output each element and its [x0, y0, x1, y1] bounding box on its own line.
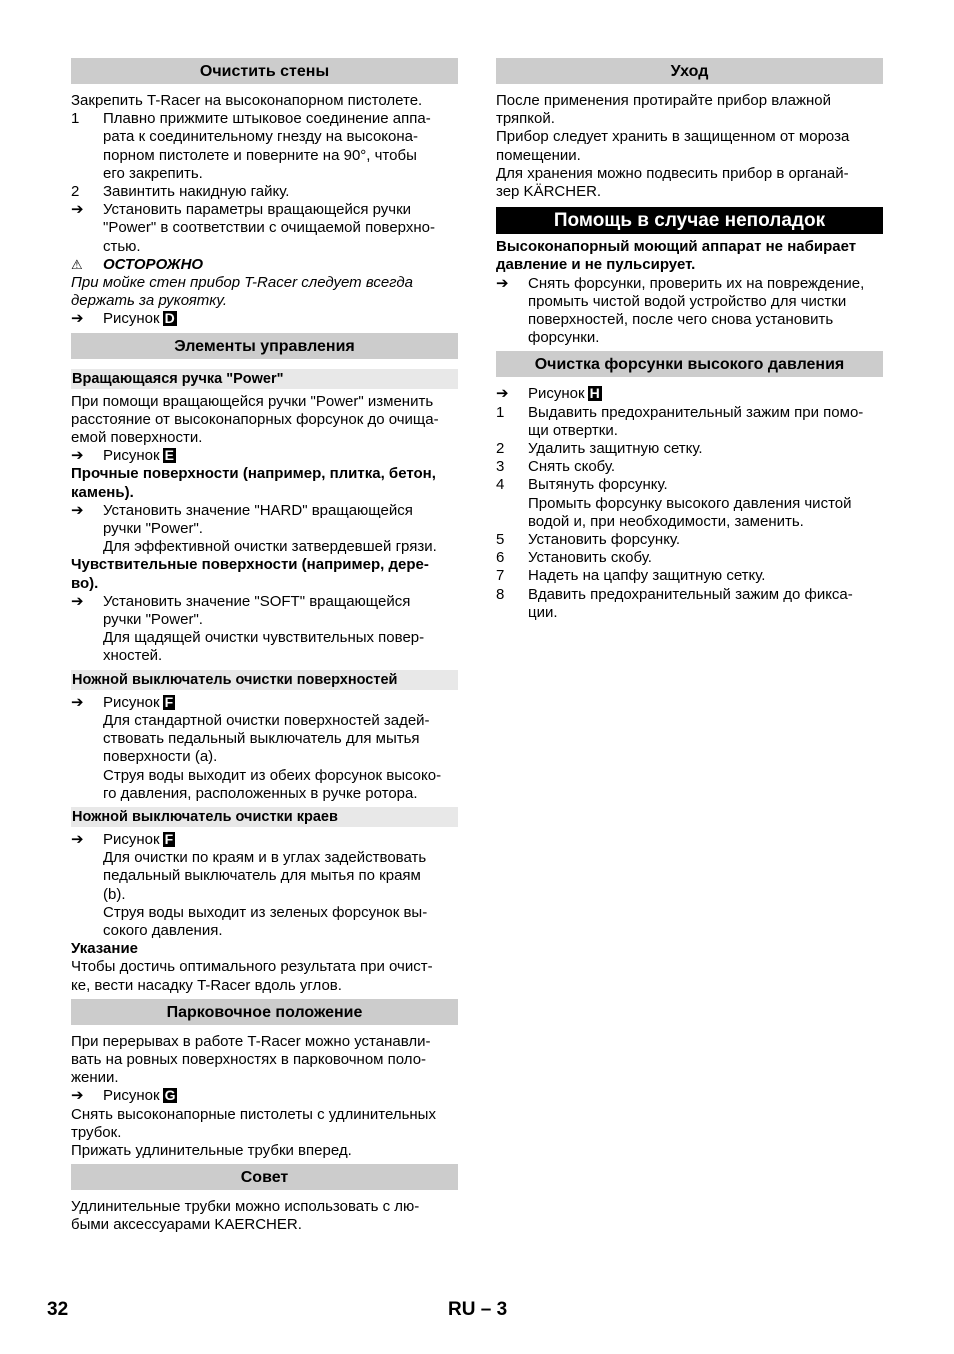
tip-text: Удлинительные трубки можно использовать с лю- быми аксессуарами KAERCHER. — [71, 1198, 420, 1234]
section-title-tip: Совет — [71, 1164, 458, 1190]
figure-ref-f: ➔ Рисунок F Для очистки по краям и в углах задействовать педальный выключатель для мытья по краям (b). Струя воды выходит из зеленых форсунок вы- сокого давления. — [71, 830, 428, 939]
arrow-icon: ➔ — [71, 693, 84, 711]
intro-text: Закрепить T-Racer на высоконапорном пистолете. — [71, 92, 423, 109]
footer-section-label: RU – 3 — [448, 1299, 508, 1320]
hard-surfaces-title: Прочные поверхности (например, плитка, бетон, камень). — [71, 465, 436, 501]
figure-letter: H — [589, 385, 600, 402]
step-4: 4 Вытянуть форсунку. Промыть форсунку высокого давления чистой водой и, при необходимости, заменить. — [496, 476, 852, 530]
arrow-icon: ➔ — [496, 274, 509, 292]
arrow-icon: ➔ — [71, 830, 84, 848]
section-title-care: Уход — [496, 58, 883, 84]
warning-text: При мойке стен прибор T-Racer следует всегда держать за рукоятку. — [71, 274, 414, 310]
step-1: 1 Плавно прижмите штыковое соединение аппа- рата к соединительному гнезду на высокона- порном пистолете и поверните на 90°, чтобы его закрепить. — [71, 110, 431, 182]
soft-action: ➔ Установить значение "SOFT" вращающейся ручки "Power". Для щадящей очистки чувствительных повер- хностей. — [71, 592, 425, 665]
step-1: 1 Выдавить предохранительный зажим при помо- щи отвертки. — [496, 403, 864, 439]
parking-text: При перерывах в работе T-Racer можно устанавли- вать на ровных поверхностях в парковочном поло- жении. — [71, 1032, 431, 1087]
section-title-nozzle-cleaning: Очистка форсунки высокого давления — [496, 351, 883, 377]
problem-title: Высоконапорный моющий аппарат не набирает давление и не пульсирует. — [496, 238, 857, 274]
subsection-title-surface-pedal: Ножной выключатель очистки поверхностей — [71, 670, 458, 690]
arrow-icon: ➔ — [71, 1087, 84, 1105]
figure-letter: F — [164, 693, 174, 710]
section-title-parking: Парковочное положение — [71, 999, 458, 1025]
figure-letter: E — [164, 447, 174, 464]
step-8: 8 Вдавить предохранительный зажим до фикса- ции. — [496, 585, 853, 621]
right-column — [496, 58, 883, 622]
step-5: 5 Установить форсунку. — [496, 531, 681, 549]
parking-text-2: Снять высоконапорные пистолеты с удлинительных трубок. Прижать удлинительные трубки вперед. — [71, 1105, 436, 1159]
arrow-icon: ➔ — [71, 310, 84, 328]
step-7: 7 Надеть на цапфу защитную сетку. — [496, 567, 766, 585]
figure-ref-e: ➔ Рисунок E — [71, 447, 174, 465]
warning-triangle-icon: ⚠ — [71, 256, 83, 272]
figure-letter: D — [164, 310, 175, 327]
section-title-controls: Элементы управления — [71, 333, 458, 359]
arrow-icon: ➔ — [71, 501, 84, 519]
soft-surfaces-title: Чувствительные поверхности (например, дере- во). — [71, 556, 429, 592]
hard-action: ➔ Установить значение "HARD" вращающейся ручки "Power". Для эффективной очистки затвердевшей грязи. — [71, 501, 437, 556]
section-title-clean-walls: Очистить стены — [71, 58, 458, 84]
subsection-title-power-knob: Вращающаяся ручка "Power" — [71, 369, 458, 389]
warning-heading: ⚠ ОСТОРОЖНО — [71, 255, 204, 273]
figure-ref-d: ➔ Рисунок D — [71, 310, 175, 328]
arrow-icon: ➔ — [71, 201, 84, 219]
figure-ref-h: ➔ Рисунок H — [496, 385, 600, 403]
step-2: 2 Завинтить накидную гайку. — [71, 183, 290, 201]
arrow-icon: ➔ — [71, 592, 84, 610]
figure-letter: G — [164, 1087, 176, 1104]
arrow-icon: ➔ — [496, 385, 509, 403]
power-knob-text: При помощи вращающейся ручки "Power" изменить расстояние от высоконапорных форсунок до очища- емой поверхности. — [71, 392, 439, 447]
troubleshooting-action: ➔ Снять форсунки, проверить их на повреждение, промыть чистой водой устройство для чистки поверхностей, после чего снова установить форсунки. — [496, 274, 865, 347]
step-6: 6 Установить скобу. — [496, 549, 652, 567]
note-text: Чтобы достичь оптимального результата при очист- ке, вести насадку T-Racer вдоль углов. — [71, 958, 433, 994]
figure-ref-f: ➔ Рисунок F Для стандартной очистки поверхностей задей- ствовать педальный выключатель для мытья поверхности (a). Струя воды выходит из обеих форсунок высоко- го давления, расположенных в ручке ротора. — [71, 693, 442, 802]
action-item: ➔ Установить параметры вращающейся ручки "Power" в соответствии с очищаемой поверхно- стью. — [71, 201, 435, 255]
figure-ref-g: ➔ Рисунок G — [71, 1087, 176, 1105]
step-3: 3 Снять скобу. — [496, 458, 616, 476]
care-text: После применения протирайте прибор влажной тряпкой. Прибор следует хранить в защищенном от мороза помещении. Для хранения можно подвесить прибор в органай- зер KÄRCHER. — [496, 92, 850, 201]
left-column — [71, 58, 458, 1235]
section-title-troubleshooting: Помощь в случае неполадок — [496, 207, 883, 234]
arrow-icon: ➔ — [71, 447, 84, 465]
figure-letter: F — [164, 830, 174, 847]
subsection-title-edge-pedal: Ножной выключатель очистки краев — [71, 807, 458, 827]
step-2: 2 Удалить защитную сетку. — [496, 440, 703, 458]
note-title: Указание — [71, 940, 139, 958]
page-number: 32 — [47, 1299, 69, 1320]
